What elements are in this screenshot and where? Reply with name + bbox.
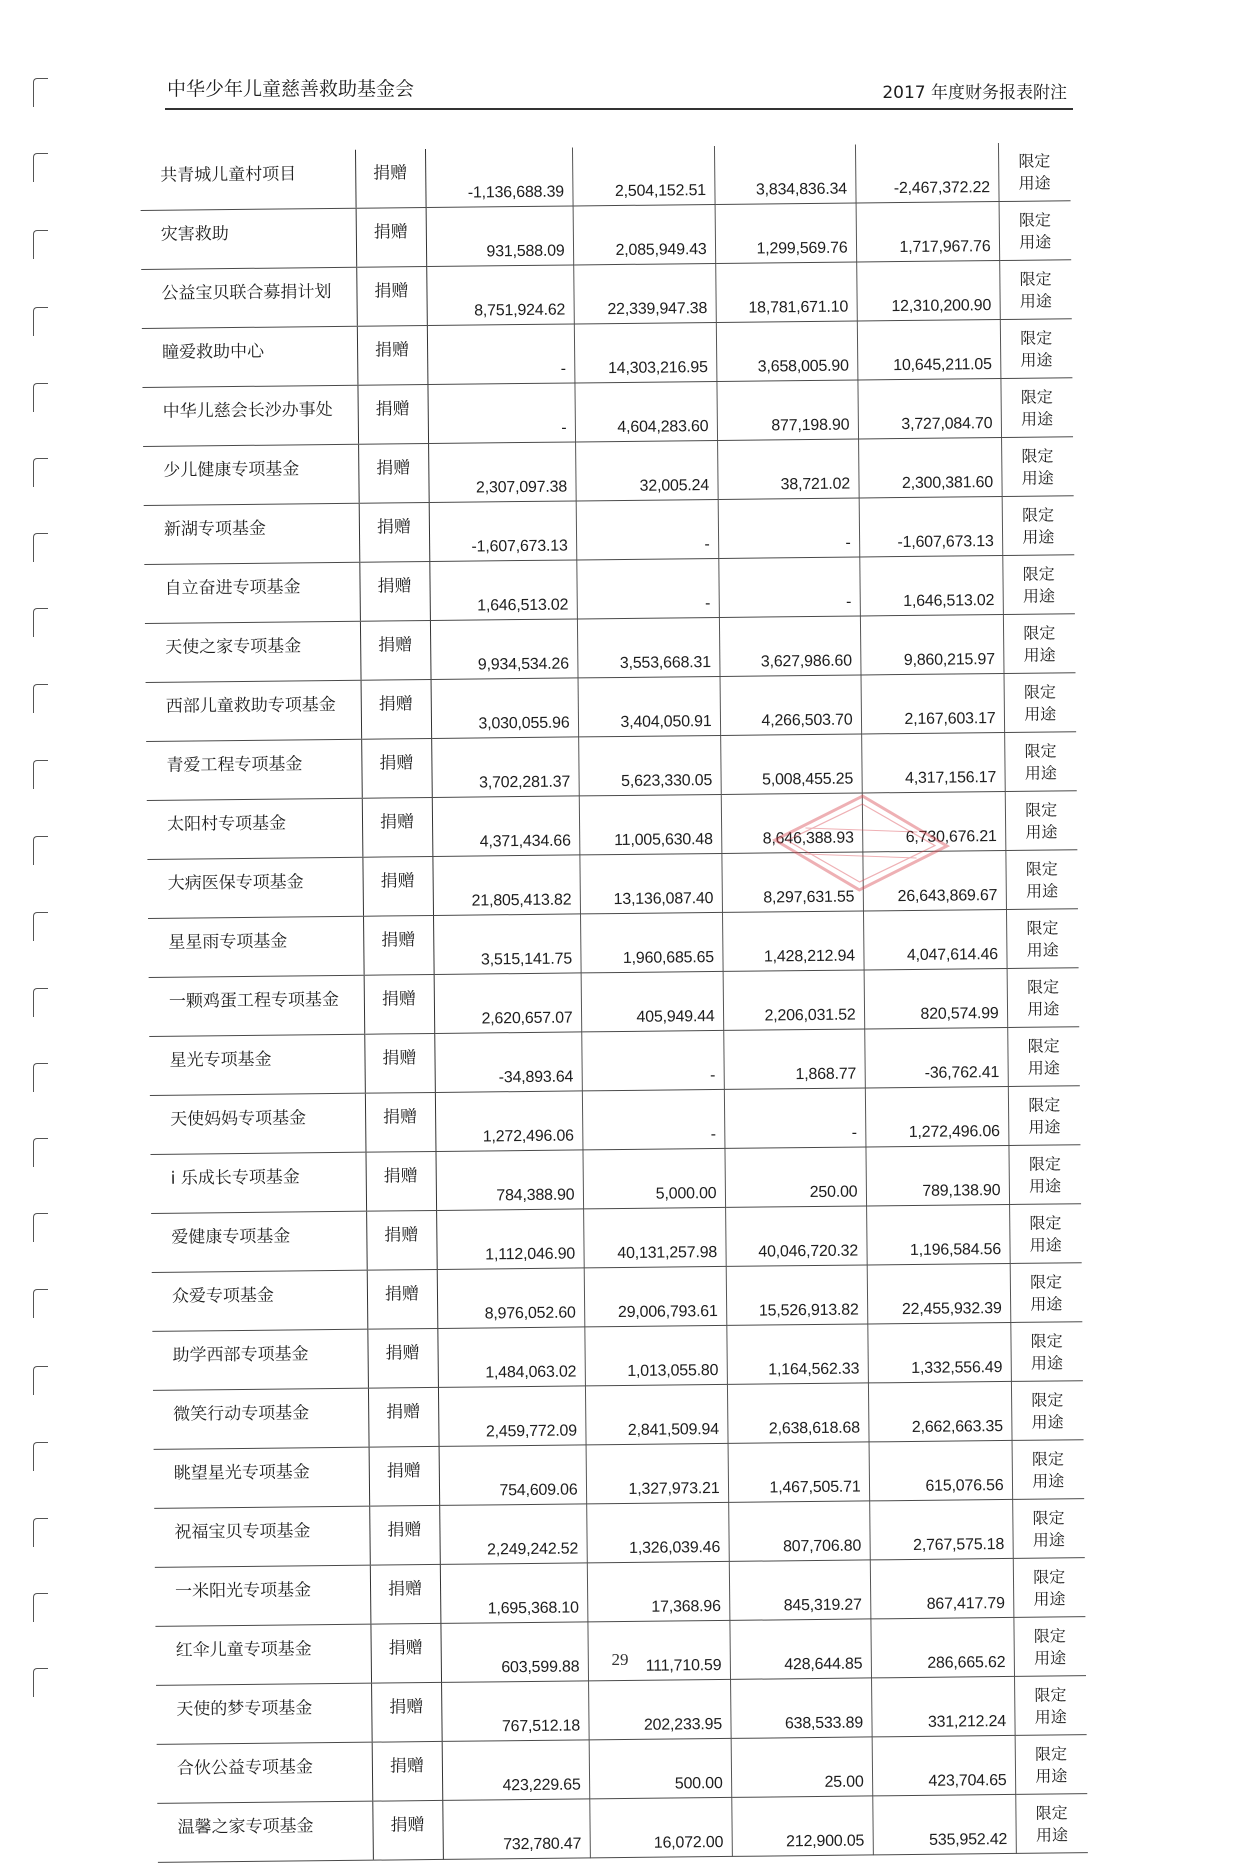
binder-mark [33, 1668, 48, 1697]
table-row [145, 614, 1076, 683]
binder-mark [33, 307, 48, 336]
decrease-cell: 638,533.89 [730, 1678, 872, 1738]
fund-name-cell: 星光专项基金 [149, 1034, 365, 1095]
closing-balance-cell: 12,310,200.90 [856, 261, 1000, 321]
binder-mark [33, 230, 48, 259]
opening-balance-cell: 1,695,368.10 [440, 1563, 588, 1624]
increase-cell: 1,326,039.46 [586, 1502, 729, 1562]
fund-type-cell: 捐赠 [362, 797, 433, 857]
table-row [154, 1440, 1085, 1509]
fund-type-cell: 捐赠 [370, 1564, 441, 1624]
usage-note-cell: 限定 用途 [1005, 791, 1078, 851]
closing-balance-cell: 535,952.42 [872, 1794, 1016, 1854]
table-row [140, 142, 1071, 210]
table-row [146, 673, 1077, 742]
increase-cell: 4,604,283.60 [574, 381, 717, 441]
table-row [149, 968, 1080, 1037]
usage-note-cell: 限定 用途 [999, 201, 1072, 261]
opening-balance-cell: 2,307,097.38 [428, 442, 576, 503]
fund-name-cell: 少儿健康专项基金 [143, 444, 359, 505]
opening-balance-cell: 423,229.65 [442, 1740, 590, 1801]
fund-type-cell: 捐赠 [356, 267, 427, 327]
opening-balance-cell: 9,934,534.26 [430, 619, 578, 680]
increase-cell: 2,841,509.94 [585, 1384, 728, 1444]
opening-balance-cell: 4,371,434.66 [432, 796, 580, 857]
decrease-cell: 25.00 [731, 1737, 873, 1797]
closing-balance-cell: 1,332,556.49 [867, 1322, 1011, 1382]
binder-mark [33, 988, 48, 1017]
increase-cell: 111,710.59 [587, 1620, 730, 1680]
closing-balance-cell: -1,607,673.13 [859, 496, 1003, 556]
closing-balance-cell: 286,665.62 [870, 1617, 1014, 1677]
increase-cell: - [576, 499, 719, 559]
usage-note-cell: 限定 用途 [1009, 1204, 1082, 1264]
increase-cell: 1,013,055.80 [584, 1325, 727, 1385]
opening-balance-cell: 3,702,281.37 [431, 737, 579, 798]
fund-name-cell: 大病医保专项基金 [147, 857, 363, 918]
usage-note-cell: 限定 用途 [1011, 1381, 1084, 1441]
decrease-cell: 40,046,720.32 [725, 1206, 867, 1266]
decrease-cell: 8,297,631.55 [721, 852, 863, 912]
table-row [152, 1322, 1083, 1391]
fund-name-cell: 天使之家专项基金 [145, 621, 361, 682]
fund-type-cell: 捐赠 [363, 915, 434, 975]
decrease-cell: 8,646,388.93 [721, 793, 863, 853]
opening-balance-cell: -1,607,673.13 [429, 501, 577, 562]
fund-name-cell: 温馨之家专项基金 [157, 1801, 373, 1862]
decrease-cell: 2,206,031.52 [723, 970, 865, 1030]
usage-note-cell: 限定 用途 [1000, 378, 1073, 438]
fund-type-cell: 捐赠 [372, 1800, 443, 1860]
fund-type-cell: 捐赠 [360, 620, 431, 680]
decrease-cell: - [718, 557, 860, 617]
usage-note-cell: 限定 用途 [1007, 1027, 1080, 1087]
fund-type-cell: 捐赠 [364, 974, 435, 1034]
closing-balance-cell: 1,646,513.02 [859, 555, 1003, 615]
closing-balance-cell: 867,417.79 [870, 1558, 1014, 1618]
increase-cell: 500.00 [589, 1738, 732, 1798]
opening-balance-cell: 1,484,063.02 [437, 1327, 585, 1388]
usage-note-cell: 限定 用途 [1013, 1617, 1086, 1677]
fund-name-cell: 一米阳光专项基金 [155, 1565, 371, 1626]
fund-name-cell: 助学西部专项基金 [152, 1329, 368, 1390]
fund-type-cell: 捐赠 [371, 1682, 442, 1742]
usage-note-cell: 限定 用途 [1014, 1676, 1087, 1736]
increase-cell: - [576, 558, 719, 618]
fund-name-cell: 太阳村专项基金 [147, 798, 363, 859]
closing-balance-cell: 3,727,084.70 [857, 379, 1001, 439]
increase-cell: 16,072.00 [589, 1797, 732, 1857]
table-row [157, 1794, 1088, 1863]
fund-type-cell: 捐赠 [368, 1387, 439, 1447]
fund-name-cell: 西部儿童救助专项基金 [146, 680, 362, 741]
increase-cell: 2,085,949.43 [573, 204, 716, 264]
red-seal-stamp [763, 789, 958, 898]
fund-type-cell: 捐赠 [364, 1033, 435, 1093]
fund-name-cell: 灾害救助 [141, 208, 357, 269]
increase-cell: - [582, 1089, 725, 1149]
increase-cell: 2,504,152.51 [572, 146, 715, 206]
closing-balance-cell: 4,317,156.17 [861, 732, 1005, 792]
fund-name-cell: i 乐成长专项基金 [150, 1152, 366, 1213]
fund-type-cell: 捐赠 [369, 1446, 440, 1506]
increase-cell: - [581, 1030, 724, 1090]
fund-type-cell: 捐赠 [359, 561, 430, 621]
decrease-cell: 18,781,671.10 [715, 262, 857, 322]
opening-balance-cell: 3,515,141.75 [433, 914, 581, 975]
table-row [150, 1145, 1081, 1214]
increase-cell: 29,006,793.61 [584, 1266, 727, 1326]
increase-cell: 14,303,216.95 [574, 322, 717, 382]
usage-note-cell: 限定 用途 [1004, 673, 1077, 733]
fund-type-cell: 捐赠 [367, 1328, 438, 1388]
opening-balance-cell: -1,136,688.39 [425, 147, 573, 207]
closing-balance-cell: 1,272,496.06 [865, 1086, 1009, 1146]
fund-type-cell: 捐赠 [359, 502, 430, 562]
opening-balance-cell: 1,272,496.06 [435, 1091, 583, 1152]
increase-cell: 32,005.24 [575, 440, 718, 500]
table-row [142, 378, 1073, 447]
fund-type-cell: 捐赠 [357, 326, 428, 386]
fund-type-cell: 捐赠 [357, 385, 428, 445]
closing-balance-cell: 9,860,215.97 [860, 614, 1004, 674]
table-row [141, 260, 1072, 329]
increase-cell: 3,553,668.31 [577, 617, 720, 677]
increase-cell: 5,623,330.05 [578, 735, 721, 795]
decrease-cell: 1,299,569.76 [715, 203, 857, 263]
opening-balance-cell: 2,620,657.07 [434, 973, 582, 1034]
binder-mark [33, 458, 48, 487]
fund-name-cell: 祝福宝贝专项基金 [154, 1506, 370, 1567]
fund-type-cell: 捐赠 [362, 856, 433, 916]
usage-note-cell: 限定 用途 [1000, 319, 1073, 379]
fund-name-cell: 自立奋进专项基金 [144, 562, 360, 623]
opening-balance-cell: - [427, 324, 575, 385]
binder-mark [33, 1063, 48, 1092]
binder-mark [33, 836, 48, 865]
decrease-cell: 877,198.90 [716, 380, 858, 440]
document-title: 2017 年度财务报表附注 [882, 83, 1067, 103]
increase-cell: 1,960,685.65 [580, 912, 723, 972]
page-number: 29 [611, 1650, 629, 1669]
decrease-cell: 1,428,212.94 [722, 911, 864, 971]
usage-note-cell: 限定 用途 [1007, 968, 1080, 1028]
usage-note-cell: 限定 用途 [1006, 909, 1079, 969]
fund-table [140, 142, 1088, 1863]
binder-mark [33, 608, 48, 637]
opening-balance-cell: - [427, 383, 575, 444]
fund-type-cell: 捐赠 [365, 1151, 436, 1211]
fund-name-cell: 新湖专项基金 [144, 503, 360, 564]
table-row [153, 1381, 1084, 1450]
fund-type-cell: 捐赠 [365, 1092, 436, 1152]
usage-note-cell: 限定 用途 [1012, 1499, 1085, 1559]
opening-balance-cell: 2,249,242.52 [439, 1504, 587, 1565]
decrease-cell: 212,900.05 [731, 1796, 873, 1856]
increase-cell: 11,005,630.48 [579, 794, 722, 854]
binder-mark [33, 533, 48, 562]
opening-balance-cell: 21,805,413.82 [432, 855, 580, 916]
decrease-cell: 428,644.85 [729, 1619, 871, 1679]
org-name: 中华少年儿童慈善救助基金会 [167, 78, 415, 100]
fund-name-cell: 青爱工程专项基金 [146, 739, 362, 800]
decrease-cell: 15,526,913.82 [726, 1265, 868, 1325]
usage-note-cell: 限定 用途 [1001, 437, 1074, 497]
fund-name-cell: 天使妈妈专项基金 [150, 1093, 366, 1154]
increase-cell: 405,949.44 [581, 971, 724, 1031]
opening-balance-cell: 754,609.06 [439, 1445, 587, 1506]
decrease-cell: 807,706.80 [728, 1501, 870, 1561]
binder-mark [33, 1138, 48, 1167]
decrease-cell: 250.00 [724, 1147, 866, 1207]
increase-cell: 40,131,257.98 [583, 1207, 726, 1267]
decrease-cell: 3,658,005.90 [716, 321, 858, 381]
closing-balance-cell: 2,767,575.18 [869, 1499, 1013, 1559]
decrease-cell: 38,721.02 [717, 439, 859, 499]
fund-name-cell: 共青城儿童村项目 [140, 150, 356, 211]
increase-cell: 3,404,050.91 [578, 676, 721, 736]
fund-type-cell: 捐赠 [370, 1623, 441, 1683]
binder-mark [33, 1289, 48, 1318]
opening-balance-cell: 8,751,924.62 [426, 265, 574, 326]
opening-balance-cell: 2,459,772.09 [438, 1386, 586, 1447]
fund-type-cell: 捐赠 [372, 1741, 443, 1801]
closing-balance-cell: 423,704.65 [872, 1735, 1016, 1795]
usage-note-cell: 限定 用途 [1008, 1086, 1081, 1146]
decrease-cell: - [718, 498, 860, 558]
binder-mark [33, 1366, 48, 1395]
binder-mark [33, 383, 48, 412]
fund-type-cell: 捐赠 [366, 1210, 437, 1270]
usage-note-cell: 限定 用途 [1012, 1440, 1085, 1500]
decrease-cell: 845,319.27 [729, 1560, 871, 1620]
opening-balance-cell: 1,112,046.90 [436, 1209, 584, 1270]
opening-balance-cell: -34,893.64 [434, 1032, 582, 1093]
closing-balance-cell: -2,467,372.22 [855, 143, 999, 203]
closing-balance-cell: 789,138.90 [865, 1145, 1009, 1205]
closing-balance-cell: 615,076.56 [869, 1440, 1013, 1500]
fund-name-cell: 瞳爱救助中心 [142, 326, 358, 387]
table-row [154, 1499, 1085, 1568]
fund-type-cell: 捐赠 [355, 149, 426, 208]
fund-name-cell: 天使的梦专项基金 [156, 1683, 372, 1744]
table-row [152, 1263, 1083, 1332]
fund-type-cell: 捐赠 [361, 738, 432, 798]
fund-name-cell: 众爱专项基金 [152, 1270, 368, 1331]
closing-balance-cell: -36,762.41 [864, 1027, 1008, 1087]
usage-note-cell: 限定 用途 [1005, 850, 1078, 910]
usage-note-cell: 限定 用途 [1013, 1558, 1086, 1618]
usage-note-cell: 限定 用途 [1003, 614, 1076, 674]
table-row [144, 555, 1075, 624]
fund-name-cell: 红伞儿童专项基金 [155, 1624, 371, 1685]
fund-name-cell: 公益宝贝联合募捐计划 [141, 267, 357, 328]
fund-name-cell: 微笑行动专项基金 [153, 1388, 369, 1449]
binder-mark [33, 1518, 48, 1547]
opening-balance-cell: 767,512.18 [441, 1681, 589, 1742]
closing-balance-cell: 26,643,869.67 [862, 850, 1006, 910]
table-row [156, 1676, 1087, 1745]
binder-mark [33, 912, 48, 941]
binder-mark [33, 1593, 48, 1622]
closing-balance-cell: 4,047,614.46 [863, 909, 1007, 969]
table-row [150, 1086, 1081, 1155]
opening-balance-cell: 3,030,055.96 [431, 678, 579, 739]
increase-cell: 13,136,087.40 [579, 853, 722, 913]
table-row [141, 201, 1072, 270]
usage-note-cell: 限定 用途 [1008, 1145, 1081, 1205]
table-row [146, 732, 1077, 801]
decrease-cell: 3,627,986.60 [719, 616, 861, 676]
fund-name-cell: 眺望星光专项基金 [154, 1447, 370, 1508]
fund-name-cell: 爱健康专项基金 [151, 1211, 367, 1272]
opening-balance-cell: 784,388.90 [435, 1150, 583, 1211]
closing-balance-cell: 331,212.24 [871, 1676, 1015, 1736]
fund-type-cell: 捐赠 [356, 208, 427, 268]
table-row [148, 909, 1079, 978]
usage-note-cell: 限定 用途 [1015, 1794, 1088, 1854]
opening-balance-cell: 931,588.09 [426, 206, 574, 267]
table-row [143, 437, 1074, 506]
table-row [149, 1027, 1080, 1096]
page-header [165, 70, 1073, 110]
usage-note-cell: 限定 用途 [1010, 1263, 1083, 1323]
closing-balance-cell: 1,196,584.56 [866, 1204, 1010, 1264]
closing-balance-cell: 2,662,663.35 [868, 1381, 1012, 1441]
increase-cell: 202,233.95 [588, 1679, 731, 1739]
usage-note-cell: 限定 用途 [1004, 732, 1077, 792]
table-row [144, 496, 1075, 565]
binder-mark [33, 1442, 48, 1471]
closing-balance-cell: 820,574.99 [864, 968, 1008, 1028]
fund-name-cell: 中华儿慈会长沙办事处 [142, 385, 358, 446]
fund-type-cell: 捐赠 [361, 679, 432, 739]
fund-type-cell: 捐赠 [358, 443, 429, 503]
fund-type-cell: 捐赠 [367, 1269, 438, 1329]
binder-mark [33, 1213, 48, 1242]
closing-balance-cell: 10,645,211.05 [857, 320, 1001, 380]
usage-note-cell: 限定 用途 [1010, 1322, 1083, 1382]
decrease-cell: - [724, 1088, 866, 1148]
usage-note-cell: 限定 用途 [1002, 555, 1075, 615]
decrease-cell: 3,834,836.34 [714, 145, 856, 205]
binder-mark [33, 760, 48, 789]
increase-cell: 1,327,973.21 [586, 1443, 729, 1503]
fund-name-cell: 一颗鸡蛋工程专项基金 [149, 975, 365, 1036]
binder-mark [33, 684, 48, 713]
decrease-cell: 2,638,618.68 [727, 1383, 869, 1443]
decrease-cell: 1,868.77 [723, 1029, 865, 1089]
table-row [157, 1735, 1088, 1804]
closing-balance-cell: 22,455,932.39 [867, 1263, 1011, 1323]
binder-mark [33, 153, 48, 182]
decrease-cell: 1,164,562.33 [726, 1324, 868, 1384]
opening-balance-cell: 1,646,513.02 [429, 560, 577, 621]
usage-note-cell: 限定 用途 [1002, 496, 1075, 556]
closing-balance-cell: 2,300,381.60 [858, 437, 1002, 497]
closing-balance-cell: 1,717,967.76 [856, 202, 1000, 262]
binder-mark [33, 78, 48, 107]
usage-note-cell: 限定 用途 [1015, 1735, 1088, 1795]
increase-cell: 17,368.96 [587, 1561, 730, 1621]
increase-cell: 22,339,947.38 [573, 263, 716, 323]
usage-note-cell: 限定 用途 [999, 260, 1072, 320]
increase-cell: 5,000.00 [582, 1148, 725, 1208]
decrease-cell: 4,266,503.70 [720, 675, 862, 735]
usage-note-cell: 限定 用途 [998, 142, 1071, 201]
fund-name-cell: 合伙公益专项基金 [157, 1742, 373, 1803]
fund-name-cell: 星星雨专项基金 [148, 916, 364, 977]
decrease-cell: 5,008,455.25 [720, 734, 862, 794]
table-row [142, 319, 1073, 388]
fund-type-cell: 捐赠 [369, 1505, 440, 1565]
opening-balance-cell: 8,976,052.60 [437, 1268, 585, 1329]
decrease-cell: 1,467,505.71 [728, 1442, 870, 1502]
table-row [155, 1558, 1086, 1627]
closing-balance-cell: 2,167,603.17 [861, 673, 1005, 733]
closing-balance-cell: 6,730,676.21 [862, 791, 1006, 851]
table-row [151, 1204, 1082, 1273]
opening-balance-cell: 603,599.88 [440, 1622, 588, 1683]
opening-balance-cell: 732,780.47 [442, 1799, 590, 1860]
